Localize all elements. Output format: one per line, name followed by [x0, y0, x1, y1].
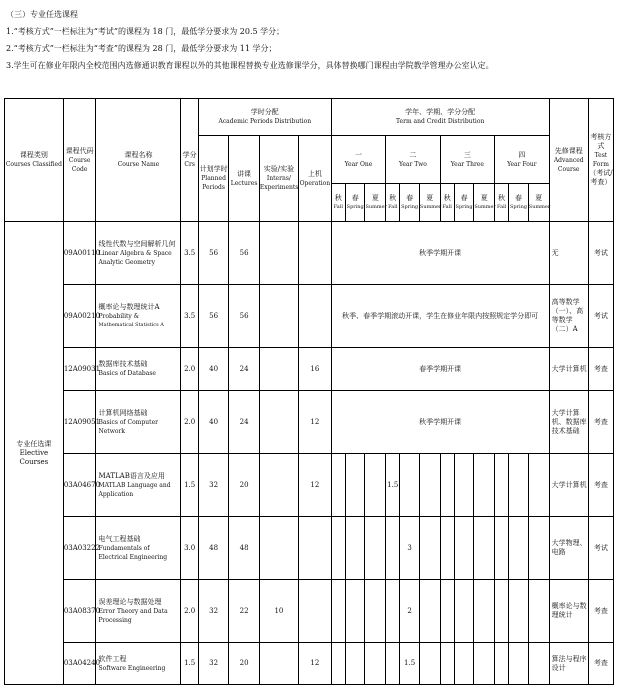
term-credit — [419, 643, 440, 685]
course-code: 12A09031 — [63, 348, 96, 391]
course-code: 03A03222 — [63, 517, 96, 580]
section-title: （三）专业任选课程 — [6, 10, 78, 19]
term-note: 春季学期开课 — [331, 348, 549, 391]
header-planned: 计划学时 Planned Periods — [198, 136, 228, 222]
term-credit — [365, 580, 386, 643]
term-credit — [440, 454, 454, 517]
course-prereq: 大学计算机 — [549, 454, 588, 517]
header-exam: 考核方式 Test Form （考试/考查） — [588, 99, 613, 222]
term-credit — [454, 643, 474, 685]
course-credit: 1.5 — [181, 454, 198, 517]
course-planned: 32 — [198, 643, 228, 685]
term-credit — [474, 454, 495, 517]
season-summer: 夏 Summer — [365, 184, 386, 222]
header-year-4: 四 Year Four — [495, 136, 550, 184]
term-note: 秋季学期开课 — [331, 222, 549, 285]
course-prereq: 无 — [549, 222, 588, 285]
term-credit — [495, 643, 509, 685]
course-credit: 3.5 — [181, 222, 198, 285]
course-operation: 16 — [299, 348, 332, 391]
term-credit — [509, 517, 529, 580]
course-code: 12A09051 — [63, 391, 96, 454]
course-exam: 考查 — [588, 391, 613, 454]
course-name: 软件工程 Software Engineering — [96, 643, 181, 685]
course-lectures: 56 — [229, 222, 259, 285]
course-name: 概率论与数理统计A Probability & Mathematical Statistics A — [96, 285, 181, 348]
course-credit: 2.0 — [181, 391, 198, 454]
course-name: 电气工程基础 Fundamentals of Electrical Engineering — [96, 517, 181, 580]
course-planned: 32 — [198, 454, 228, 517]
term-credit: 3 — [400, 517, 420, 580]
course-planned: 56 — [198, 285, 228, 348]
term-credit — [440, 643, 454, 685]
term-credit — [495, 454, 509, 517]
header-lectures: 讲课 Lectures — [229, 136, 259, 222]
course-prereq: 算法与程序设计 — [549, 643, 588, 685]
term-credit — [440, 517, 454, 580]
season-summer: 夏 Summer — [419, 184, 440, 222]
term-credit — [419, 454, 440, 517]
course-prereq: 高等数学（一）、高等数学（二）A — [549, 285, 588, 348]
course-experiment — [259, 222, 298, 285]
season-fall: 秋 Fall — [331, 184, 345, 222]
term-credit — [386, 517, 400, 580]
course-experiment — [259, 285, 298, 348]
course-code: 03A08370 — [63, 580, 96, 643]
course-name: 线性代数与空间解析几何 Linear Algebra & Space Analytic Geometry — [96, 222, 181, 285]
season-spring: 春 Spring — [345, 184, 365, 222]
course-name: MATLAB语言及应用 MATLAB Language and Application — [96, 454, 181, 517]
term-credit: 1.5 — [386, 454, 400, 517]
course-credit: 3.5 — [181, 285, 198, 348]
table-row — [5, 285, 614, 348]
note-3: 3.学生可在修业年限内全校范围内选修通识教育课程以外的其他课程替换专业选修课学分，具体替换哪门课程由学院教学管理办公室认定。 — [6, 61, 494, 70]
header-operation: 上机 Operation — [299, 136, 332, 222]
term-credit — [528, 517, 549, 580]
term-credit — [528, 454, 549, 517]
header-year-3: 三 Year Three — [440, 136, 494, 184]
term-credit — [495, 580, 509, 643]
term-credit — [386, 643, 400, 685]
course-experiment — [259, 348, 298, 391]
term-credit — [419, 580, 440, 643]
course-code: 03A04240 — [63, 643, 96, 685]
term-credit — [474, 517, 495, 580]
term-note: 秋季学期开课 — [331, 391, 549, 454]
table-row — [5, 454, 614, 517]
term-credit — [331, 517, 345, 580]
course-operation — [299, 285, 332, 348]
category-cell: 专业任选课 Elective Courses — [5, 222, 64, 685]
course-exam: 考查 — [588, 643, 613, 685]
course-code: 09A00210 — [63, 285, 96, 348]
term-credit — [419, 517, 440, 580]
season-spring: 春 Spring — [509, 184, 529, 222]
table-row — [5, 517, 614, 580]
term-credit — [400, 454, 420, 517]
course-operation — [299, 517, 332, 580]
course-lectures: 48 — [229, 517, 259, 580]
course-planned: 32 — [198, 580, 228, 643]
term-credit — [365, 643, 386, 685]
term-credit — [454, 454, 474, 517]
term-credit — [440, 580, 454, 643]
term-credit — [331, 580, 345, 643]
course-experiment — [259, 517, 298, 580]
header-category: 课程类别 Courses Classified — [5, 99, 64, 222]
term-credit — [495, 517, 509, 580]
course-name: 数据库技术基础 Basics of Database — [96, 348, 181, 391]
season-fall: 秋 Fall — [495, 184, 509, 222]
term-credit — [528, 580, 549, 643]
course-experiment — [259, 391, 298, 454]
table-row — [5, 222, 614, 285]
course-name: 计算机网络基础 Basics of Computer Network — [96, 391, 181, 454]
season-summer: 夏 Summer — [474, 184, 495, 222]
season-summer: 夏 Summer — [528, 184, 549, 222]
course-experiment — [259, 643, 298, 685]
term-credit — [528, 643, 549, 685]
course-lectures: 20 — [229, 454, 259, 517]
header-credit: 学分 Crs — [181, 99, 198, 222]
header-year-1: 一 Year One — [331, 136, 385, 184]
note-1: 1.“考核方式”一栏标注为“考试”的课程为 18 门，最低学分要求为 20.5 学分； — [6, 27, 285, 36]
course-prereq: 大学物理、电路 — [549, 517, 588, 580]
course-lectures: 22 — [229, 580, 259, 643]
term-credit: 1.5 — [400, 643, 420, 685]
course-experiment: 10 — [259, 580, 298, 643]
header-code: 课程代码 Course Code — [63, 99, 96, 222]
season-fall: 秋 Fall — [440, 184, 454, 222]
course-exam: 考查 — [588, 348, 613, 391]
header-periods: 学时分配 Academic Periods Distribution — [198, 99, 331, 136]
term-credit — [509, 580, 529, 643]
course-lectures: 24 — [229, 391, 259, 454]
course-planned: 56 — [198, 222, 228, 285]
course-experiment — [259, 454, 298, 517]
course-exam: 考试 — [588, 285, 613, 348]
course-credit: 3.0 — [181, 517, 198, 580]
term-credit — [345, 643, 365, 685]
table-row — [5, 391, 614, 454]
course-operation — [299, 222, 332, 285]
term-credit — [365, 517, 386, 580]
header — [0, 0, 620, 74]
course-operation: 12 — [299, 391, 332, 454]
table-row — [5, 348, 614, 391]
course-credit: 2.0 — [181, 580, 198, 643]
note-2: 2.“考核方式”一栏标注为“考查”的课程为 28 门，最低学分要求为 11 学分； — [6, 44, 277, 53]
term-credit — [345, 517, 365, 580]
term-credit — [331, 454, 345, 517]
course-lectures: 20 — [229, 643, 259, 685]
course-operation: 12 — [299, 454, 332, 517]
course-name: 误差理论与数据处理 Error Theory and Data Processing — [96, 580, 181, 643]
term-credit — [509, 454, 529, 517]
course-prereq: 大学计算机 — [549, 348, 588, 391]
season-fall: 秋 Fall — [386, 184, 400, 222]
course-operation: 12 — [299, 643, 332, 685]
season-spring: 春 Spring — [454, 184, 474, 222]
term-credit: 2 — [400, 580, 420, 643]
course-exam: 考试 — [588, 222, 613, 285]
course-table — [4, 98, 614, 685]
table-row — [5, 643, 614, 685]
table-row — [5, 580, 614, 643]
term-credit — [365, 454, 386, 517]
header-year-2: 二 Year Two — [386, 136, 440, 184]
course-lectures: 56 — [229, 285, 259, 348]
term-credit — [454, 517, 474, 580]
course-planned: 48 — [198, 517, 228, 580]
course-operation — [299, 580, 332, 643]
term-credit — [454, 580, 474, 643]
header-experiment: 实验/实验 Interns/ Experiments — [259, 136, 298, 222]
course-planned: 40 — [198, 391, 228, 454]
course-code: 09A00110 — [63, 222, 96, 285]
course-prereq: 概率论与数理统计 — [549, 580, 588, 643]
course-planned: 40 — [198, 348, 228, 391]
course-prereq: 大学计算机、数据库技术基础 — [549, 391, 588, 454]
term-credit — [474, 580, 495, 643]
course-credit: 1.5 — [181, 643, 198, 685]
header-prereq: 先修课程 Advanced Course — [549, 99, 588, 222]
term-note: 秋季、春季学期滚动开课，学生在修业年限内按照规定学分即可 — [331, 285, 549, 348]
course-code: 03A04670 — [63, 454, 96, 517]
course-lectures: 24 — [229, 348, 259, 391]
header-term: 学年、学期、学分分配 Term and Credit Distribution — [331, 99, 549, 136]
course-exam: 考试 — [588, 517, 613, 580]
season-spring: 春 Spring — [400, 184, 420, 222]
course-credit: 2.0 — [181, 348, 198, 391]
term-credit — [345, 454, 365, 517]
term-credit — [331, 643, 345, 685]
term-credit — [509, 643, 529, 685]
term-credit — [345, 580, 365, 643]
term-credit — [386, 580, 400, 643]
header-name: 课程名称 Course Name — [96, 99, 181, 222]
term-credit — [474, 643, 495, 685]
course-exam: 考查 — [588, 454, 613, 517]
course-exam: 考查 — [588, 580, 613, 643]
